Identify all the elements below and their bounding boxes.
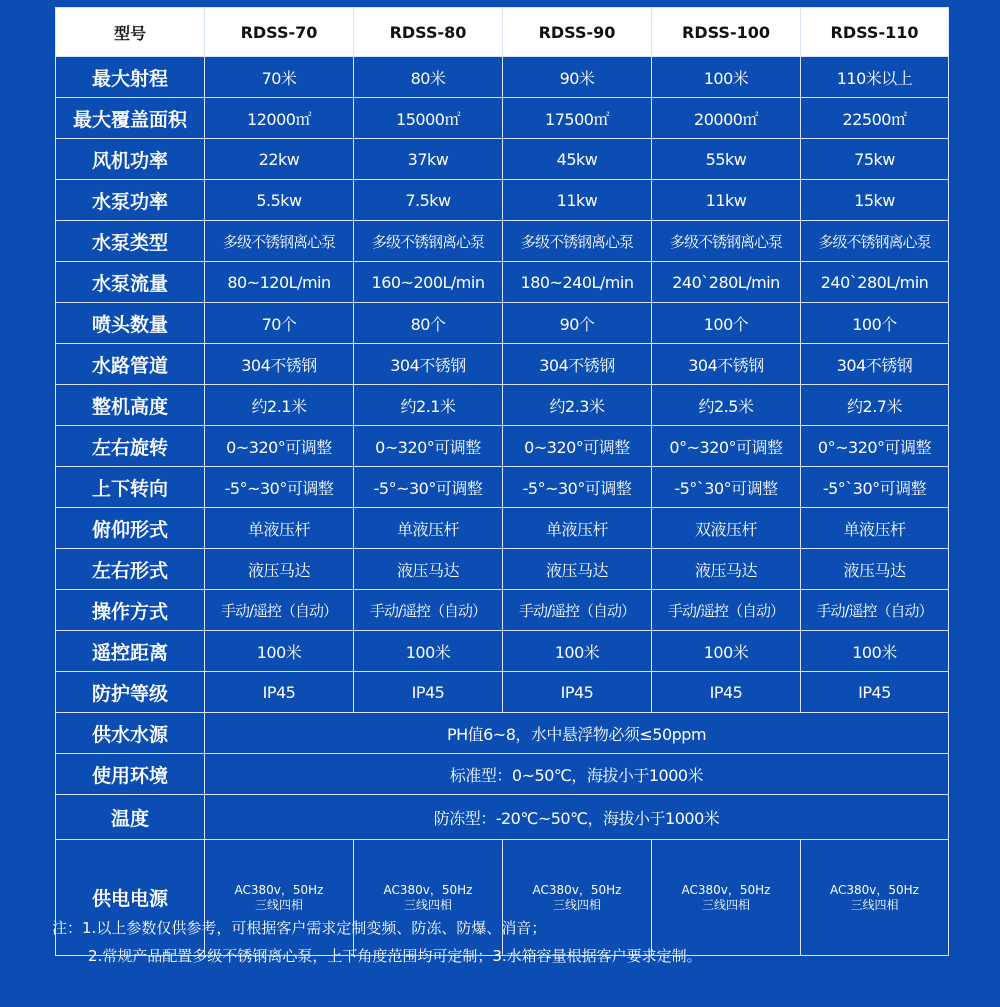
cell-value: 多级不锈钢离心泵 (354, 221, 503, 262)
table-row (56, 180, 949, 221)
cell-value: 100米 (652, 631, 801, 672)
row-label: 操作方式 (56, 590, 205, 631)
cell-value: 0~320°可调整 (354, 426, 503, 467)
cell-value: 100个 (801, 303, 949, 344)
row-label: 水泵功率 (56, 180, 205, 221)
power-cell (801, 840, 949, 956)
cell-value: 手动/遥控（自动） (205, 590, 354, 631)
row-label: 遥控距离 (56, 631, 205, 672)
cell-value: 304不锈钢 (503, 344, 652, 385)
note-prefix: 注： (52, 919, 83, 937)
row-label: 供电电源 (56, 840, 205, 956)
cell-value: 多级不锈钢离心泵 (801, 221, 949, 262)
row-label: 喷头数量 (56, 303, 205, 344)
cell-value: 液压马达 (205, 549, 354, 590)
table-row (56, 631, 949, 672)
cell-value: 约2.5米 (652, 385, 801, 426)
table-row (56, 672, 949, 713)
cell-value: 304不锈钢 (801, 344, 949, 385)
notes (52, 914, 702, 970)
model-name: RDSS-70 (205, 8, 354, 57)
cell-value: IP45 (801, 672, 949, 713)
power-wiring: 三线四相 (850, 897, 899, 912)
water-source-value: PH值6~8，水中悬浮物必须≤50ppm (205, 713, 949, 754)
spec-table (55, 7, 949, 956)
cell-value: 100米 (503, 631, 652, 672)
cell-value: 双液压杆 (652, 508, 801, 549)
cell-value: 12000㎡ (205, 98, 354, 139)
temperature-value: 防冻型：-20℃~50℃，海拔小于1000米 (205, 795, 949, 840)
cell-value: 0~320°可调整 (205, 426, 354, 467)
cell-value: 304不锈钢 (354, 344, 503, 385)
cell-value: 约2.1米 (205, 385, 354, 426)
row-label: 水泵类型 (56, 221, 205, 262)
power-spec: AC380v，50Hz (830, 882, 919, 897)
cell-value: 单液压杆 (354, 508, 503, 549)
power-spec: AC380v，50Hz (681, 882, 771, 897)
row-label: 供水水源 (56, 713, 205, 754)
cell-value: 70米 (205, 57, 354, 98)
power-wiring: 三线四相 (552, 897, 601, 912)
cell-value: 45kw (503, 139, 652, 180)
cell-value: 22kw (205, 139, 354, 180)
table-row (56, 57, 949, 98)
row-label: 水路管道 (56, 344, 205, 385)
header-row (56, 8, 949, 57)
power-wiring: 三线四相 (254, 897, 303, 912)
cell-value: 180~240L/min (503, 262, 652, 303)
cell-value: 15kw (801, 180, 949, 221)
cell-value: 100米 (801, 631, 949, 672)
cell-value: 单液压杆 (205, 508, 354, 549)
table-row (56, 508, 949, 549)
cell-value: 20000㎡ (652, 98, 801, 139)
cell-value: 5.5kw (205, 180, 354, 221)
table-row (56, 262, 949, 303)
cell-value: -5°~30°可调整 (354, 467, 503, 508)
model-name: RDSS-90 (503, 8, 652, 57)
cell-value: 液压马达 (503, 549, 652, 590)
temperature-row (56, 795, 949, 840)
row-label: 使用环境 (56, 754, 205, 795)
cell-value: 11kw (652, 180, 801, 221)
table-row (56, 590, 949, 631)
table-row (56, 139, 949, 180)
table-row (56, 549, 949, 590)
cell-value: 液压马达 (652, 549, 801, 590)
cell-value: -5°~30°可调整 (503, 467, 652, 508)
cell-value: 70个 (205, 303, 354, 344)
cell-value: 7.5kw (354, 180, 503, 221)
cell-value: 80~120L/min (205, 262, 354, 303)
cell-value: IP45 (503, 672, 652, 713)
model-name: RDSS-80 (354, 8, 503, 57)
cell-value: 160~200L/min (354, 262, 503, 303)
table-row (56, 303, 949, 344)
row-label: 左右形式 (56, 549, 205, 590)
cell-value: 手动/遥控（自动） (801, 590, 949, 631)
cell-value: 单液压杆 (801, 508, 949, 549)
table-row (56, 467, 949, 508)
cell-value: IP45 (652, 672, 801, 713)
row-label: 上下转向 (56, 467, 205, 508)
cell-value: 单液压杆 (503, 508, 652, 549)
cell-value: 304不锈钢 (652, 344, 801, 385)
cell-value: 0°~320°可调整 (801, 426, 949, 467)
cell-value: 80米 (354, 57, 503, 98)
row-label: 防护等级 (56, 672, 205, 713)
power-spec: AC380v，50Hz (383, 882, 473, 897)
cell-value: 22500㎡ (801, 98, 949, 139)
cell-value: 37kw (354, 139, 503, 180)
row-label: 俯仰形式 (56, 508, 205, 549)
water-source-row (56, 713, 949, 754)
cell-value: 手动/遥控（自动） (503, 590, 652, 631)
cell-value: 17500㎡ (503, 98, 652, 139)
cell-value: 110米以上 (801, 57, 949, 98)
cell-value: IP45 (354, 672, 503, 713)
cell-value: 约2.7米 (801, 385, 949, 426)
cell-value: 多级不锈钢离心泵 (652, 221, 801, 262)
row-label: 整机高度 (56, 385, 205, 426)
row-label: 左右旋转 (56, 426, 205, 467)
power-wiring: 三线四相 (701, 897, 750, 912)
environment-row (56, 754, 949, 795)
cell-value: 90米 (503, 57, 652, 98)
table-row (56, 426, 949, 467)
cell-value: 多级不锈钢离心泵 (503, 221, 652, 262)
row-label: 水泵流量 (56, 262, 205, 303)
model-name: RDSS-110 (801, 8, 949, 57)
power-spec: AC380v，50Hz (532, 882, 622, 897)
row-label: 最大射程 (56, 57, 205, 98)
cell-value: 75kw (801, 139, 949, 180)
cell-value: 240`280L/min (652, 262, 801, 303)
cell-value: 90个 (503, 303, 652, 344)
row-label: 风机功率 (56, 139, 205, 180)
table-row (56, 344, 949, 385)
cell-value: 0~320°可调整 (503, 426, 652, 467)
power-wiring: 三线四相 (403, 897, 452, 912)
cell-value: 约2.3米 (503, 385, 652, 426)
cell-value: 多级不锈钢离心泵 (205, 221, 354, 262)
cell-value: 100米 (354, 631, 503, 672)
cell-value: 240`280L/min (801, 262, 949, 303)
cell-value: IP45 (205, 672, 354, 713)
cell-value: 100米 (652, 57, 801, 98)
cell-value: 液压马达 (354, 549, 503, 590)
cell-value: 80个 (354, 303, 503, 344)
cell-value: 手动/遥控（自动） (354, 590, 503, 631)
model-name: RDSS-100 (652, 8, 801, 57)
table-row (56, 98, 949, 139)
cell-value: -5°~30°可调整 (205, 467, 354, 508)
cell-value: -5°`30°可调整 (652, 467, 801, 508)
cell-value: 手动/遥控（自动） (652, 590, 801, 631)
cell-value: 液压马达 (801, 549, 949, 590)
cell-value: 11kw (503, 180, 652, 221)
note-text-2: 2.常规产品配置多级不锈钢离心泵，上下角度范围均可定制；3.水箱容量根据客户要求定制。 (88, 947, 702, 965)
cell-value: 304不锈钢 (205, 344, 354, 385)
cell-value: 55kw (652, 139, 801, 180)
power-spec: AC380v，50Hz (234, 882, 324, 897)
cell-value: 100米 (205, 631, 354, 672)
environment-value: 标准型：0~50℃，海拔小于1000米 (205, 754, 949, 795)
table-row (56, 385, 949, 426)
cell-value: -5°`30°可调整 (801, 467, 949, 508)
cell-value: 0°~320°可调整 (652, 426, 801, 467)
cell-value: 约2.1米 (354, 385, 503, 426)
table-row (56, 221, 949, 262)
cell-value: 15000㎡ (354, 98, 503, 139)
note-line-1 (52, 914, 702, 942)
row-label: 温度 (56, 795, 205, 840)
model-label: 型号 (56, 8, 205, 57)
row-label: 最大覆盖面积 (56, 98, 205, 139)
note-text-1: 1.以上参数仅供参考，可根据客户需求定制变频、防冻、防爆、消音； (82, 919, 547, 937)
cell-value: 100个 (652, 303, 801, 344)
